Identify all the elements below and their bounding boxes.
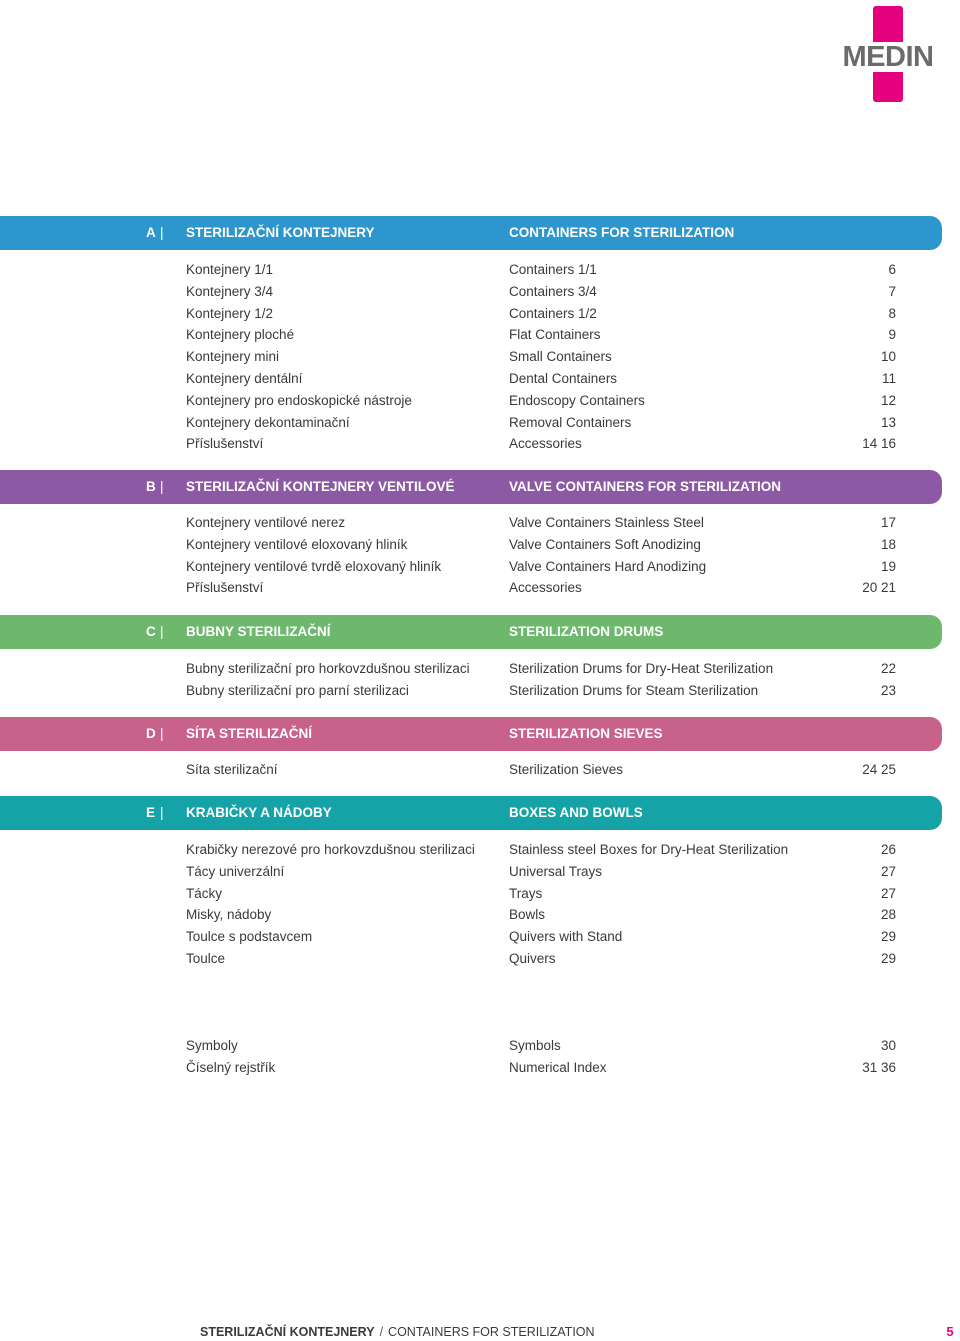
toc-page: 18 xyxy=(880,536,896,552)
section-title-en: CONTAINERS FOR STERILIZATION xyxy=(509,225,735,240)
page-number: 5 xyxy=(946,1324,954,1339)
toc-label-en: Valve Containers Hard Anodizing xyxy=(509,558,707,574)
toc-label-cz: Toulce s podstavcem xyxy=(186,929,313,945)
toc-row[interactable] xyxy=(0,412,960,434)
toc-row[interactable] xyxy=(0,1057,960,1079)
toc-page: 13 xyxy=(880,414,896,430)
page-footer xyxy=(200,1323,595,1341)
toc-label-en: Symbols xyxy=(509,1038,561,1053)
toc-page: 9 xyxy=(888,327,896,343)
toc-row[interactable] xyxy=(0,259,960,281)
toc-label-en: Quivers with Stand xyxy=(509,929,623,945)
toc-label-cz: Toulce xyxy=(186,950,226,966)
toc-label-en: Endoscopy Containers xyxy=(509,392,645,408)
toc-page: 19 xyxy=(880,558,896,574)
toc-label-en: Quivers xyxy=(509,950,556,966)
section-separator: | xyxy=(160,624,164,639)
toc-row[interactable] xyxy=(0,759,960,781)
toc-page: 12 xyxy=(880,392,896,408)
toc-label-en: Trays xyxy=(509,885,543,901)
toc-label-en: Numerical Index xyxy=(509,1059,607,1075)
toc-row[interactable] xyxy=(0,904,960,926)
toc-label-cz: Příslušenství xyxy=(186,436,264,452)
toc-row[interactable] xyxy=(0,883,960,905)
section-title-en: STERILIZATION SIEVES xyxy=(509,726,663,741)
medin-logo xyxy=(838,6,938,102)
section-title-en: VALVE CONTAINERS FOR STERILIZATION xyxy=(509,479,781,494)
section-separator: | xyxy=(160,805,164,820)
toc-label-cz: Kontejnery 3/4 xyxy=(186,283,274,299)
toc-label-en: Valve Containers Soft Anodizing xyxy=(509,536,701,552)
toc-label-en: Removal Containers xyxy=(509,414,632,430)
section-c-list xyxy=(0,658,960,702)
toc-label-en: Bowls xyxy=(509,907,546,923)
toc-row[interactable] xyxy=(0,433,960,455)
toc-page: 28 xyxy=(880,907,896,923)
toc-row[interactable] xyxy=(0,861,960,883)
section-letter: A xyxy=(146,225,156,240)
toc-label-cz: Kontejnery pro endoskopické nástroje xyxy=(186,392,412,408)
toc-row[interactable] xyxy=(0,324,960,346)
toc-row[interactable] xyxy=(0,281,960,303)
section-header-c xyxy=(0,615,942,649)
toc-label-en: Dental Containers xyxy=(509,370,618,386)
toc-row[interactable] xyxy=(0,926,960,948)
section-letter: C xyxy=(146,624,156,639)
section-letter: D xyxy=(146,726,156,741)
toc-row[interactable] xyxy=(0,368,960,390)
toc-page: 31 36 xyxy=(862,1059,896,1075)
toc-page: 27 xyxy=(880,863,896,879)
toc-page: 7 xyxy=(888,283,896,299)
section-title-en: BOXES AND BOWLS xyxy=(509,805,643,820)
toc-label-cz: Tácy univerzální xyxy=(186,863,285,879)
toc-page: 11 xyxy=(881,370,896,386)
toc-label-en: Universal Trays xyxy=(509,863,603,879)
toc-page: 23 xyxy=(880,682,896,698)
toc-page: 10 xyxy=(880,349,896,365)
section-separator: | xyxy=(160,225,164,240)
toc-label-cz: Kontejnery ventilové eloxovaný hliník xyxy=(186,536,408,552)
toc-row[interactable] xyxy=(0,658,960,680)
toc-label-cz: Síta sterilizační xyxy=(186,762,278,777)
toc-row[interactable] xyxy=(0,346,960,368)
toc-label-cz: Kontejnery ploché xyxy=(186,327,295,343)
footer-slash: / xyxy=(379,1325,384,1339)
toc-label-en: Sterilization Sieves xyxy=(509,762,624,777)
section-a-list xyxy=(0,259,960,455)
section-e-list xyxy=(0,839,960,970)
toc-label-cz: Kontejnery 1/2 xyxy=(186,305,274,321)
toc-label-en: Small Containers xyxy=(509,349,612,365)
footer-title-cz: STERILIZAČNÍ KONTEJNERY xyxy=(200,1325,375,1339)
toc-label-cz: Kontejnery dekontaminační xyxy=(186,414,350,430)
toc-page: 30 xyxy=(880,1038,896,1053)
toc-page: 24 25 xyxy=(862,762,896,777)
section-header-e xyxy=(0,796,942,830)
toc-row[interactable] xyxy=(0,577,960,599)
section-title-cz: SÍTA STERILIZAČNÍ xyxy=(186,726,312,741)
toc-label-en: Flat Containers xyxy=(509,327,601,343)
toc-label-cz: Symboly xyxy=(186,1038,238,1053)
toc-label-cz: Krabičky nerezové pro horkovzdušnou sterilizaci xyxy=(186,842,475,857)
toc-page: 29 xyxy=(880,929,896,945)
toc-label-en: Accessories xyxy=(509,580,582,596)
toc-label-en: Containers 1/2 xyxy=(509,305,597,321)
toc-label-cz: Kontejnery dentální xyxy=(186,370,303,386)
toc-row[interactable] xyxy=(0,390,960,412)
toc-row[interactable] xyxy=(0,512,960,534)
toc-label-en: Sterilization Drums for Dry-Heat Sterilization xyxy=(509,661,774,676)
toc-page: 26 xyxy=(880,842,896,857)
toc-label-cz: Číselný rejstřík xyxy=(186,1059,276,1075)
toc-row[interactable] xyxy=(0,1035,960,1057)
toc-label-en: Containers 1/1 xyxy=(509,262,597,277)
section-header-a xyxy=(0,216,942,250)
toc-page: 6 xyxy=(888,262,896,277)
toc-row[interactable] xyxy=(0,680,960,702)
section-header-b xyxy=(0,470,942,504)
toc-row[interactable] xyxy=(0,948,960,970)
toc-page: 8 xyxy=(888,305,896,321)
section-separator: | xyxy=(160,479,164,494)
toc-label-en: Sterilization Drums for Steam Sterilization xyxy=(509,682,759,698)
toc-label-cz: Kontejnery ventilové tvrdě eloxovaný hliník xyxy=(186,558,442,574)
toc-page: 14 16 xyxy=(862,436,896,452)
toc-label-en: Containers 3/4 xyxy=(509,283,597,299)
toc-label-cz: Kontejnery mini xyxy=(186,349,280,365)
toc-row[interactable] xyxy=(0,556,960,578)
section-letter: B xyxy=(146,479,156,494)
toc-label-cz: Kontejnery 1/1 xyxy=(186,262,274,277)
section-title-cz: KRABIČKY A NÁDOBY xyxy=(186,805,332,820)
toc-page: 22 xyxy=(880,661,896,676)
logo-wordmark: MEDIN xyxy=(842,41,934,73)
section-title-cz: BUBNY STERILIZAČNÍ xyxy=(186,624,331,639)
toc-label-cz: Tácky xyxy=(186,885,223,901)
toc-label-en: Stainless steel Boxes for Dry-Heat Sterilization xyxy=(509,842,789,857)
toc-page: 27 xyxy=(880,885,896,901)
toc-page: 20 21 xyxy=(862,580,896,596)
section-header-d xyxy=(0,717,942,751)
footer-title-en: CONTAINERS FOR STERILIZATION xyxy=(388,1325,595,1339)
section-title-en: STERILIZATION DRUMS xyxy=(509,624,664,639)
toc-page: 29 xyxy=(880,950,896,966)
toc-label-cz: Kontejnery ventilové nerez xyxy=(186,515,346,530)
toc-row[interactable] xyxy=(0,303,960,325)
toc-label-cz: Příslušenství xyxy=(186,580,264,596)
toc-label-en: Valve Containers Stainless Steel xyxy=(509,515,704,530)
section-b-list xyxy=(0,512,960,599)
section-separator: | xyxy=(160,726,164,741)
toc-label-cz: Bubny sterilizační pro horkovzdušnou sterilizaci xyxy=(186,661,470,676)
toc-page: 17 xyxy=(880,515,896,530)
section-title-cz: STERILIZAČNÍ KONTEJNERY VENTILOVÉ xyxy=(186,479,455,494)
toc-row[interactable] xyxy=(0,534,960,556)
section-title-cz: STERILIZAČNÍ KONTEJNERY xyxy=(186,225,375,240)
toc-label-cz: Misky, nádoby xyxy=(186,907,272,923)
toc-row[interactable] xyxy=(0,839,960,861)
toc-label-cz: Bubny sterilizační pro parní sterilizaci xyxy=(186,682,409,698)
section-d-list xyxy=(0,759,960,781)
section-letter: E xyxy=(146,805,156,820)
extra-list xyxy=(0,1035,960,1079)
toc-label-en: Accessories xyxy=(509,436,582,452)
